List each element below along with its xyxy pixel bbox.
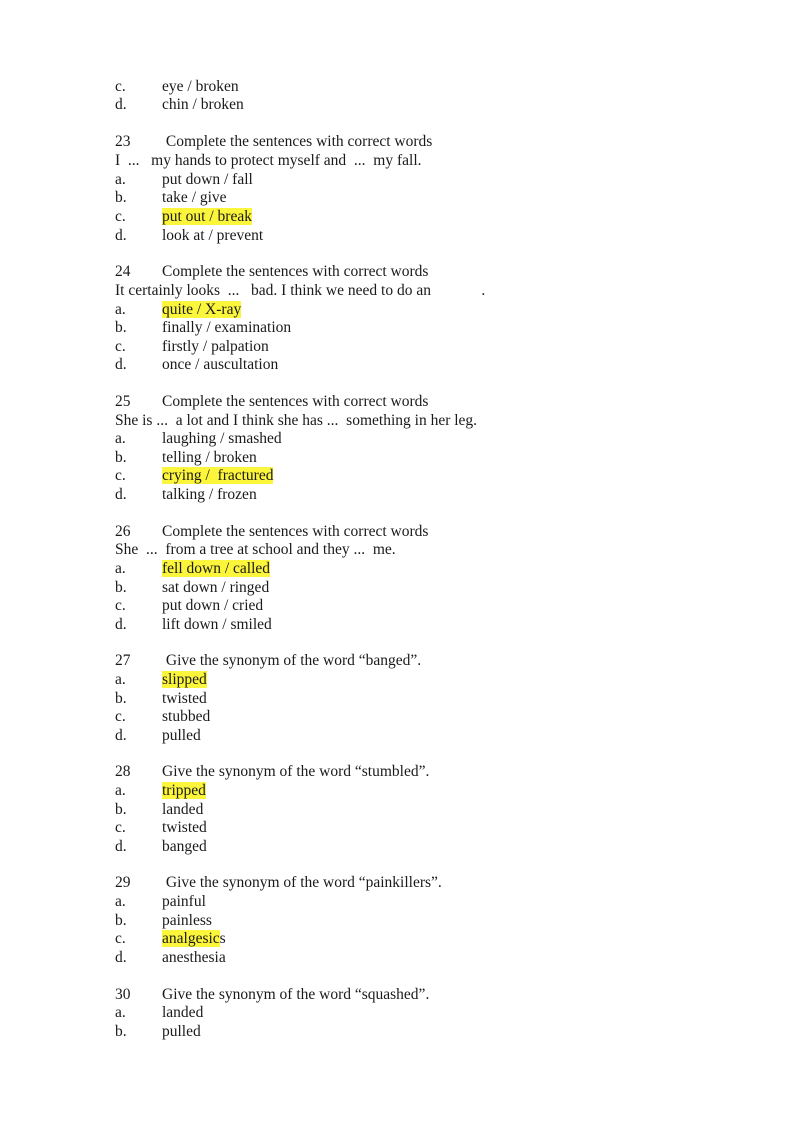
- question-number: 27: [115, 652, 131, 669]
- option-text: sat down / ringed: [162, 579, 270, 596]
- option-line: [115, 929, 226, 948]
- option-line: [115, 670, 207, 689]
- option-text: lift down / smiled: [162, 616, 272, 633]
- option-line: [115, 188, 227, 207]
- question-prompt: Give the synonym of the word “painkillers”.: [162, 874, 442, 891]
- option-line: [115, 800, 203, 819]
- highlighted-answer: quite / X-ray: [162, 301, 242, 318]
- option-line: [115, 207, 252, 226]
- option-line: [115, 559, 270, 578]
- question-heading: [115, 522, 428, 541]
- option-line: [115, 337, 269, 356]
- option-letter: b.: [115, 579, 127, 596]
- option-line: [115, 448, 257, 467]
- option-line: [115, 726, 201, 745]
- question-sentence: It certainly looks ... bad. I think we need to do an .: [115, 282, 486, 299]
- option-letter: a.: [115, 301, 126, 318]
- option-letter: c.: [115, 467, 126, 484]
- option-line: [115, 485, 257, 504]
- option-line: [115, 95, 244, 114]
- option-line: [115, 466, 273, 485]
- option-line: [115, 578, 269, 597]
- option-letter: a.: [115, 430, 126, 447]
- option-text: twisted: [162, 690, 207, 707]
- option-text: stubbed: [162, 708, 211, 725]
- option-text: eye / broken: [162, 78, 239, 95]
- option-letter: c.: [115, 930, 126, 947]
- question-prompt: Complete the sentences with correct words: [162, 263, 429, 280]
- option-letter: b.: [115, 801, 127, 818]
- option-letter: d.: [115, 616, 127, 633]
- option-text: take / give: [162, 189, 227, 206]
- option-letter: d.: [115, 96, 127, 113]
- option-letter: b.: [115, 912, 127, 929]
- option-letter: d.: [115, 727, 127, 744]
- question-prompt: Give the synonym of the word “squashed”.: [162, 986, 430, 1003]
- option-text: once / auscultation: [162, 356, 279, 373]
- option-line: [115, 1022, 201, 1041]
- option-text: banged: [162, 838, 207, 855]
- question-number: 29: [115, 874, 131, 891]
- question-prompt: Give the synonym of the word “stumbled”.: [162, 763, 430, 780]
- option-letter: b.: [115, 449, 127, 466]
- highlighted-answer: put out / break: [162, 208, 252, 225]
- option-letter: d.: [115, 486, 127, 503]
- question-heading: [115, 985, 429, 1004]
- option-letter: c.: [115, 819, 126, 836]
- option-line: [115, 596, 263, 615]
- question-sentence: She ... from a tree at school and they ... me.: [115, 541, 396, 558]
- option-line: [115, 170, 253, 189]
- option-letter: a.: [115, 893, 126, 910]
- option-text: anesthesia: [162, 949, 226, 966]
- question-prompt: Give the synonym of the word “banged”.: [162, 652, 422, 669]
- option-text: landed: [162, 1004, 204, 1021]
- option-line: [115, 318, 291, 337]
- option-letter: c.: [115, 597, 126, 614]
- option-letter: a.: [115, 1004, 126, 1021]
- option-letter: a.: [115, 171, 126, 188]
- option-letter: d.: [115, 356, 127, 373]
- option-text: firstly / palpation: [162, 338, 269, 355]
- option-line: [115, 892, 206, 911]
- option-line: [115, 781, 206, 800]
- option-line: [115, 355, 278, 374]
- option-text: painless: [162, 912, 212, 929]
- option-line: [115, 689, 207, 708]
- option-letter: c.: [115, 338, 126, 355]
- question-heading: [115, 392, 428, 411]
- option-line: [115, 818, 207, 837]
- option-letter: d.: [115, 227, 127, 244]
- option-line: [115, 837, 207, 856]
- option-text: twisted: [162, 819, 207, 836]
- highlighted-answer: fell down / called: [162, 560, 271, 577]
- option-letter: a.: [115, 671, 126, 688]
- option-line: [115, 429, 282, 448]
- option-letter: b.: [115, 1023, 127, 1040]
- option-letter: b.: [115, 319, 127, 336]
- option-text: pulled: [162, 1023, 201, 1040]
- option-letter: a.: [115, 560, 126, 577]
- question-sentence: She is ... a lot and I think she has ... something in her leg.: [115, 412, 478, 429]
- option-line: [115, 226, 263, 245]
- highlighted-answer: crying / fractured: [162, 467, 274, 484]
- option-text: talking / frozen: [162, 486, 257, 503]
- option-letter: a.: [115, 782, 126, 799]
- option-letter: c.: [115, 208, 126, 225]
- question-heading: [115, 762, 429, 781]
- option-text: laughing / smashed: [162, 430, 282, 447]
- option-line: [115, 300, 241, 319]
- question-prompt: Complete the sentences with correct words: [162, 133, 433, 150]
- option-line: [115, 615, 272, 634]
- option-text: look at / prevent: [162, 227, 264, 244]
- option-letter: b.: [115, 690, 127, 707]
- option-text: landed: [162, 801, 204, 818]
- question-prompt: Complete the sentences with correct words: [162, 523, 429, 540]
- option-text: painful: [162, 893, 206, 910]
- question-heading: [115, 651, 421, 670]
- question-heading: [115, 262, 428, 281]
- question-prompt: Complete the sentences with correct words: [162, 393, 429, 410]
- option-letter: b.: [115, 189, 127, 206]
- option-line: [115, 948, 226, 967]
- question-heading: [115, 873, 442, 892]
- question-number: 25: [115, 393, 131, 410]
- highlighted-answer: slipped: [162, 671, 207, 688]
- question-number: 30: [115, 986, 131, 1003]
- option-line: [115, 77, 239, 96]
- option-letter: c.: [115, 78, 126, 95]
- option-text: finally / examination: [162, 319, 292, 336]
- option-letter: c.: [115, 708, 126, 725]
- question-number: 28: [115, 763, 131, 780]
- question-number: 24: [115, 263, 131, 280]
- option-line: [115, 911, 212, 930]
- option-text: telling / broken: [162, 449, 257, 466]
- option-text: pulled: [162, 727, 201, 744]
- option-text: put down / fall: [162, 171, 253, 188]
- question-number: 23: [115, 133, 131, 150]
- option-text: put down / cried: [162, 597, 264, 614]
- option-letter: d.: [115, 838, 127, 855]
- highlighted-answer: analgesic: [162, 930, 220, 947]
- question-sentence: I ... my hands to protect myself and ... my fall.: [115, 152, 422, 169]
- option-line: [115, 1003, 203, 1022]
- option-letter: d.: [115, 949, 127, 966]
- option-line: [115, 707, 210, 726]
- question-heading: [115, 132, 432, 151]
- question-number: 26: [115, 523, 131, 540]
- option-text: s: [219, 930, 226, 947]
- highlighted-answer: tripped: [162, 782, 206, 799]
- option-text: chin / broken: [162, 96, 244, 113]
